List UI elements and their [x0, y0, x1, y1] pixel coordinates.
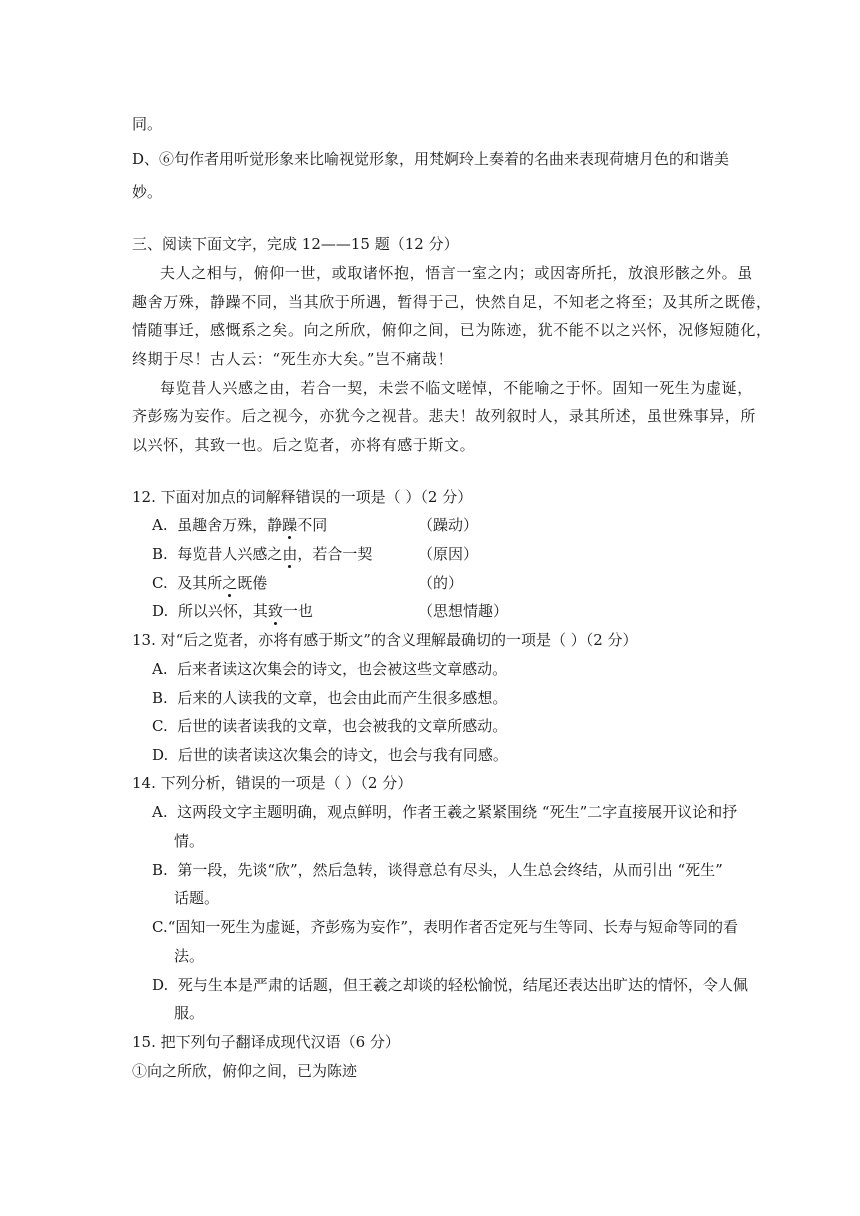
option-text: 第一段，先谈“欣”，然后急转，谈得意总有尽头，人生总会终结，从而引出 “死生” — [177, 861, 723, 879]
dotted-char: 躁 — [282, 516, 298, 534]
carryover-text-1: 同。 — [132, 115, 163, 133]
q12-option-c — [152, 573, 267, 593]
dotted-char: 之 — [222, 574, 238, 592]
option-letter: D. — [152, 746, 169, 764]
question-13-stem: 13. 对“后之览者，亦将有感于斯文”的含义理解最确切的一项是（ ）（2 分） — [132, 631, 638, 649]
passage-p1-line4: 终期于尽！古人云：“死生亦大矣。”岂不痛哉！ — [132, 350, 454, 368]
option-letter: C. — [152, 717, 168, 735]
q14-option-d-cont: 服。 — [174, 1004, 205, 1022]
q12-option-c-gloss: （的） — [418, 574, 464, 592]
dotted-char: 致 — [267, 602, 283, 620]
passage-p2-line2: 齐彭殇为妄作。后之视今，亦犹今之视昔。悲夫！故列叙时人，录其所述，虽世殊事异，所 — [132, 407, 757, 425]
question-12-stem: 12. 下面对加点的词解释错误的一项是（ ）（2 分） — [132, 488, 473, 506]
question-15-stem: 15. 把下列句子翻译成现代汉语（6 分） — [132, 1033, 400, 1051]
passage-p2-line1: 每览昔人兴感之由，若合一契，未尝不临文嗟悼，不能喻之于怀。固知一死生为虚诞， — [160, 379, 753, 397]
option-letter: C. — [152, 574, 168, 592]
passage-p1-line1: 夫人之相与，俯仰一世，或取诸怀抱，悟言一室之内；或因寄所托，放浪形骸之外。虽 — [160, 264, 753, 282]
option-text-post: 既倦 — [237, 574, 268, 592]
option-text: 后来者读这次集会的诗文，也会被这些文章感动。 — [177, 660, 508, 678]
passage-p1-line3: 情随事迁，感慨系之矣。向之所欣，俯仰之间，已为陈迹，犹不能不以之兴怀，况修短随化， — [132, 321, 772, 339]
option-letter: C. — [152, 918, 168, 936]
q13-option-d — [152, 745, 508, 765]
question-14-stem: 14. 下列分析，错误的一项是（ ）（2 分） — [132, 774, 413, 792]
q12-option-a — [152, 515, 327, 535]
option-letter: B. — [152, 861, 168, 879]
option-letter: A. — [152, 516, 168, 534]
q15-item-1: ①向之所欣，俯仰之间，已为陈迹 — [132, 1062, 358, 1080]
option-d-previous-question: D、⑥句作者用听觉形象来比喻视觉形象，用梵婀玲上奏着的名曲来表现荷塘月色的和谐美 — [132, 150, 730, 168]
q14-option-b-cont: 话题。 — [174, 889, 220, 907]
option-letter: D. — [152, 602, 169, 620]
option-text: 这两段文字主题明确，观点鲜明，作者王羲之紧紧围绕 “死生”二字直接展开议论和抒 — [177, 803, 738, 821]
q12-option-d — [152, 601, 313, 621]
q12-option-a-gloss: （躁动） — [418, 516, 479, 534]
q14-option-a — [152, 802, 737, 822]
dotted-char: 由 — [282, 545, 298, 563]
q14-option-c-cont: 法。 — [174, 947, 205, 965]
option-text: 后来的人读我的文章，也会由此而产生很多感想。 — [177, 689, 508, 707]
q13-option-a — [152, 659, 507, 679]
q13-option-c — [152, 716, 507, 736]
section-heading: 三、阅读下面文字，完成 12——15 题（12 分） — [132, 235, 459, 253]
option-text-pre: 虽趣舍万殊，静 — [177, 516, 283, 534]
q12-option-b — [152, 544, 372, 564]
q14-option-d — [152, 975, 748, 995]
q12-option-d-gloss: （思想情趣） — [418, 602, 509, 620]
q14-option-b — [152, 860, 723, 880]
option-text-pre: 所以兴怀，其 — [177, 602, 268, 620]
option-text-post: 一也 — [282, 602, 313, 620]
option-text-post: 不同 — [297, 516, 328, 534]
option-text: 后世的读者读这次集会的诗文，也会与我有同感。 — [177, 746, 508, 764]
option-text: 后世的读者读我的文章，也会被我的文章所感动。 — [177, 717, 508, 735]
option-letter: D. — [152, 976, 169, 994]
carryover-text-2: 妙。 — [132, 183, 163, 201]
option-letter: B. — [152, 689, 168, 707]
q13-option-b — [152, 688, 507, 708]
q12-option-b-gloss: （原因） — [418, 545, 479, 563]
option-text-post: ，若合一契 — [297, 545, 373, 563]
option-text-pre: 及其所 — [177, 574, 223, 592]
q14-option-c — [152, 917, 738, 937]
option-text-pre: 每览昔人兴感之 — [177, 545, 283, 563]
option-text: “固知一死生为虚诞，齐彭殇为妄作”，表明作者否定死与生等同、长寿与短命等同的看 — [167, 918, 739, 936]
passage-p2-line3: 以兴怀，其致一也。后之览者，亦将有感于斯文。 — [132, 436, 476, 454]
option-text: 死与生本是严肃的话题，但王羲之却谈的轻松愉悦，结尾还表达出旷达的情怀，令人佩 — [177, 976, 748, 994]
option-letter: B. — [152, 545, 168, 563]
passage-p1-line2: 趣舍万殊，静躁不同，当其欣于所遇，暂得于己，快然自足，不知老之将至；及其所之既倦， — [132, 293, 772, 311]
option-letter: A. — [152, 803, 168, 821]
q14-option-a-cont: 情。 — [174, 832, 205, 850]
option-letter: A. — [152, 660, 168, 678]
